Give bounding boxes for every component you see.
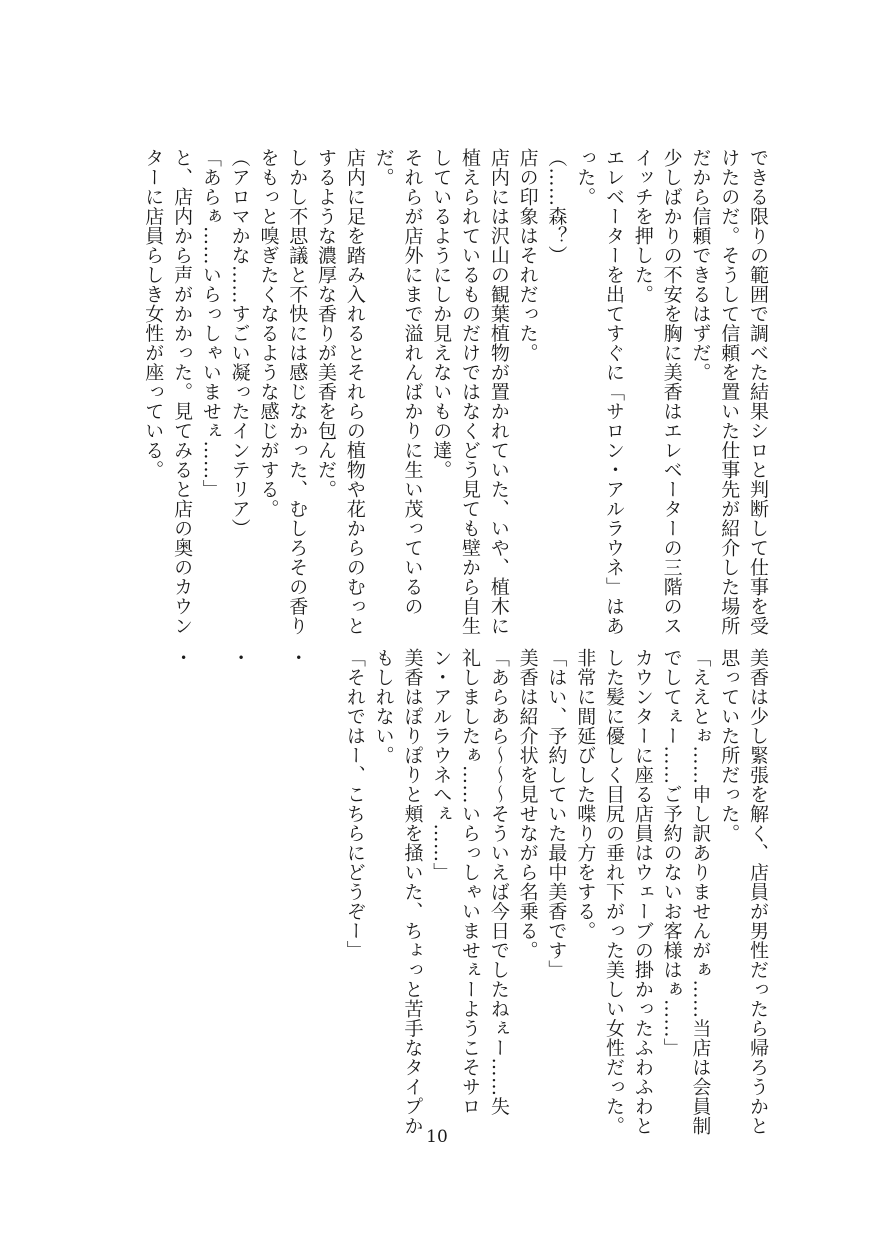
text-line: ターに店員らしき女性が座っている。 [142, 148, 165, 480]
text-line: 礼しましたぁ……いらっしゃいませぇーようこそサロ [459, 648, 482, 1116]
text-block-lower [167, 648, 772, 1136]
text-line: （……森？） [545, 148, 568, 265]
text-line: 店内には沢山の観葉植物が置かれていた、いや、植木に [487, 148, 510, 636]
text-line: しかし不思議と不快には感じなかった、むしろその香り [286, 148, 309, 636]
page-number: 10 [426, 1127, 448, 1147]
text-line [311, 648, 340, 1108]
text-line: するような濃厚な香りが美香を包んだ。 [315, 148, 338, 499]
text-line: 「あらあら～～～そういえば今日でしたねぇー……失 [487, 648, 510, 1116]
text-line: 店の印象はそれだった。 [516, 148, 539, 363]
scene-break-dot: ・ [228, 648, 251, 668]
text-line: イッチを押した。 [631, 148, 654, 304]
text-line: 「それではー、こちらにどうぞー」 [343, 648, 366, 960]
text-line: 美香はぽりぽりと頬を掻いた、ちょっと苦手なタイプか [401, 648, 424, 1136]
text-line: エレベーターを出てすぐに「サロン・アルラウネ」はあ [603, 148, 626, 636]
text-block-upper [138, 148, 772, 636]
text-line: 美香は少し緊張を解く、店員が男性だったら帰ろうかと [747, 648, 769, 1136]
text-line: 植えられているものだけではなくどう見ても壁から自生 [459, 148, 482, 636]
text-line: 非常に間延びした喋り方をする。 [574, 648, 597, 941]
text-line: もしれない。 [372, 648, 395, 765]
text-line: 「あらぁ……いらっしゃいませぇ……」 [199, 148, 222, 499]
text-line: をもっと嗅ぎたくなるような感じがする。 [257, 148, 280, 519]
text-line: ン・アルラウネへぇ……」 [430, 648, 453, 882]
text-line: と、店内から声がかかった。見てみると店の奥のカウン [171, 148, 194, 636]
text-line: でしてぇー……ご予約のないお客様はぁ……」 [660, 648, 683, 1058]
text-line: それらが店外にまで溢れんばかりに生い茂っているの [401, 148, 424, 616]
text-line: だから信頼できるはずだ。 [689, 148, 712, 382]
text-line: 「はい、予約していた最中美香です」 [545, 648, 568, 980]
text-line: した髪に優しく目尻の垂れ下がった美しい女性だった。 [603, 648, 626, 1136]
text-line: しているようにしか見えないもの達。 [430, 148, 453, 480]
text-line: けたのだ。そうして信頼を置いた仕事先が紹介した場所 [718, 148, 741, 636]
text-line: った。 [574, 148, 597, 207]
scene-break-dot: ・ [286, 648, 309, 668]
text-line: カウンターに座る店員はウェーブの掛かったふわふわと [631, 648, 654, 1136]
scene-break-dot: ・ [171, 648, 194, 668]
text-line: できる限りの範囲で調べた結果シロと判断して仕事を受 [747, 148, 769, 636]
text-line: 美香は紹介状を見せながら名乗る。 [516, 648, 539, 960]
text-line: 店内に足を踏み入れるとそれらの植物や花からのむっと [343, 148, 366, 636]
text-line: （アロマかな……すごい凝ったインテリア） [228, 148, 251, 538]
text-line [254, 648, 283, 1108]
text-line: 思っていた所だった。 [718, 648, 741, 843]
text-line: 少しばかりの不安を胸に美香はエレベーターの三階のス [660, 148, 683, 636]
text-line: 「ええとぉ……申し訳ありませんがぁ……当店は会員制 [689, 648, 712, 1136]
text-line [196, 648, 225, 1108]
text-line: だ。 [372, 148, 395, 187]
